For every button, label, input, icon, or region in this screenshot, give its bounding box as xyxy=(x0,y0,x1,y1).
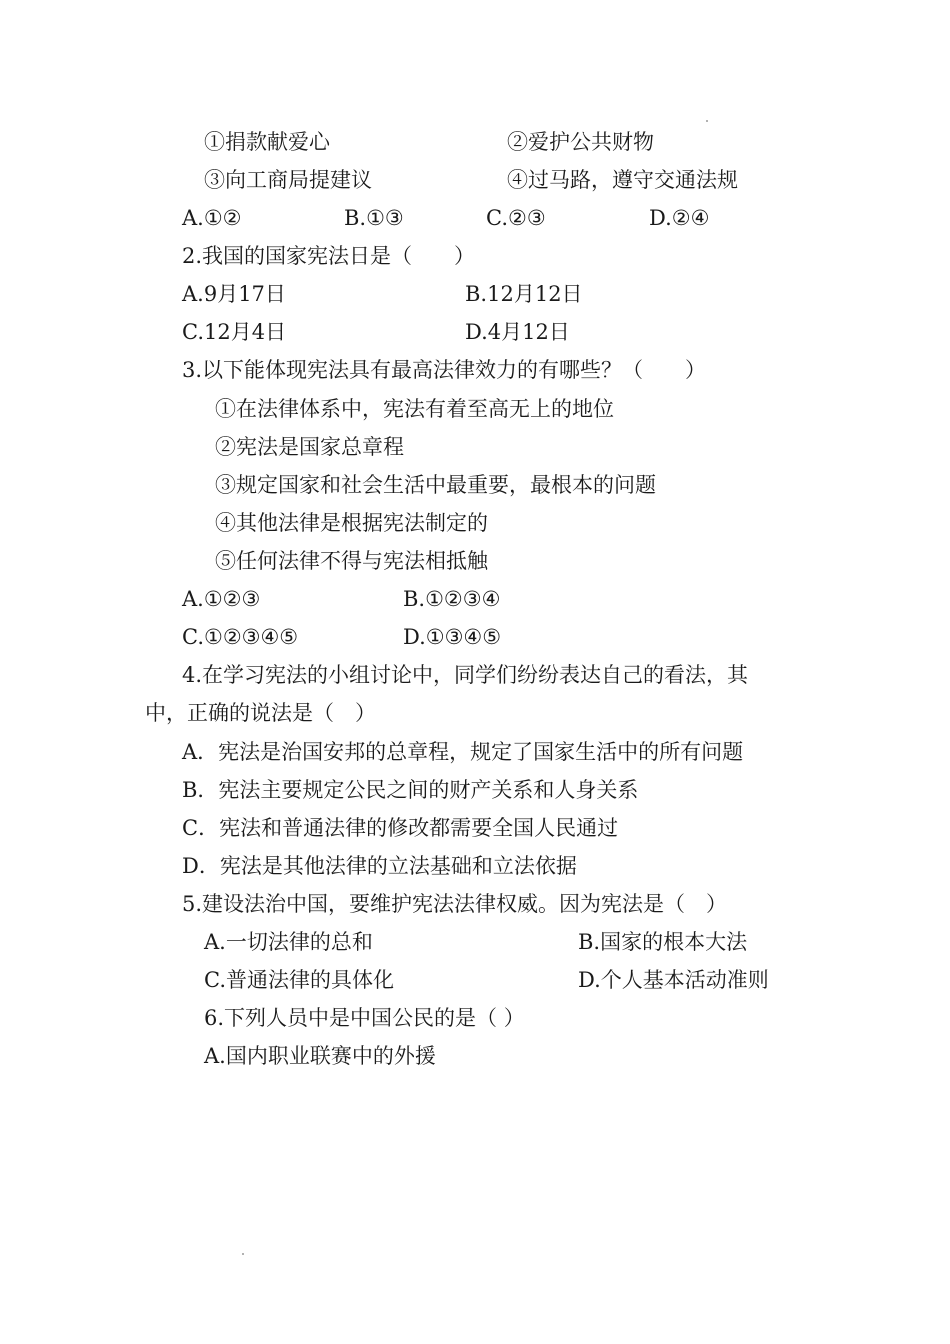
q1-item-2: ②爱护公共财物 xyxy=(507,130,654,154)
q1-item-1: ①捐款献爱心 xyxy=(204,130,330,154)
q5-option-b: B.国家的根本大法 xyxy=(578,930,748,954)
q2-option-d: D.4月12日 xyxy=(465,320,570,344)
q3-stem: 3.以下能体现宪法具有最高法律效力的有哪些？（ ） xyxy=(182,358,707,382)
scan-dot xyxy=(706,120,708,122)
q4-option-c: C．宪法和普通法律的修改都需要全国人民通过 xyxy=(182,816,619,840)
q5-option-c: C.普通法律的具体化 xyxy=(204,968,394,992)
q1-option-c: C.②③ xyxy=(486,206,546,230)
q3-option-c: C.①②③④⑤ xyxy=(182,625,299,649)
q3-item-1: ①在法律体系中，宪法有着至高无上的地位 xyxy=(215,397,614,421)
q3-item-2: ②宪法是国家总章程 xyxy=(215,435,404,459)
q2-option-b: B.12月12日 xyxy=(465,282,583,306)
q3-item-3: ③规定国家和社会生活中最重要，最根本的问题 xyxy=(215,473,656,497)
q4-option-d: D．宪法是其他法律的立法基础和立法依据 xyxy=(182,854,577,878)
q3-option-b: B.①②③④ xyxy=(403,587,501,611)
q1-option-b: B.①③ xyxy=(344,206,404,230)
q3-option-d: D.①③④⑤ xyxy=(403,625,502,649)
q5-stem: 5.建设法治中国，要维护宪法法律权威。因为宪法是（ ） xyxy=(182,892,728,916)
q3-item-4: ④其他法律是根据宪法制定的 xyxy=(215,511,488,535)
q4-option-b: B．宪法主要规定公民之间的财产关系和人身关系 xyxy=(182,778,639,802)
q1-item-3: ③向工商局提建议 xyxy=(204,168,372,192)
q1-option-d: D.②④ xyxy=(649,206,710,230)
q2-stem: 2.我国的国家宪法日是（ ） xyxy=(182,244,476,268)
q1-option-a: A.①② xyxy=(182,206,242,230)
q4-option-a: A．宪法是治国安邦的总章程，规定了国家生活中的所有问题 xyxy=(182,740,744,764)
q6-stem: 6.下列人员中是中国公民的是（ ） xyxy=(204,1006,525,1030)
q2-option-a: A.9月17日 xyxy=(182,282,286,306)
q1-item-4: ④过马路，遵守交通法规 xyxy=(507,168,738,192)
q4-stem-line2: 中，正确的说法是（ ） xyxy=(145,701,376,725)
q2-option-c: C.12月4日 xyxy=(182,320,287,344)
scan-dot xyxy=(242,1253,244,1255)
q3-item-5: ⑤任何法律不得与宪法相抵触 xyxy=(215,549,488,573)
q3-option-a: A.①②③ xyxy=(182,587,261,611)
q6-option-a: A.国内职业联赛中的外援 xyxy=(204,1044,436,1068)
q4-stem-line1: 4.在学习宪法的小组讨论中，同学们纷纷表达自己的看法，其 xyxy=(182,663,749,687)
q5-option-d: D.个人基本活动准则 xyxy=(578,968,769,992)
q5-option-a: A.一切法律的总和 xyxy=(204,930,373,954)
